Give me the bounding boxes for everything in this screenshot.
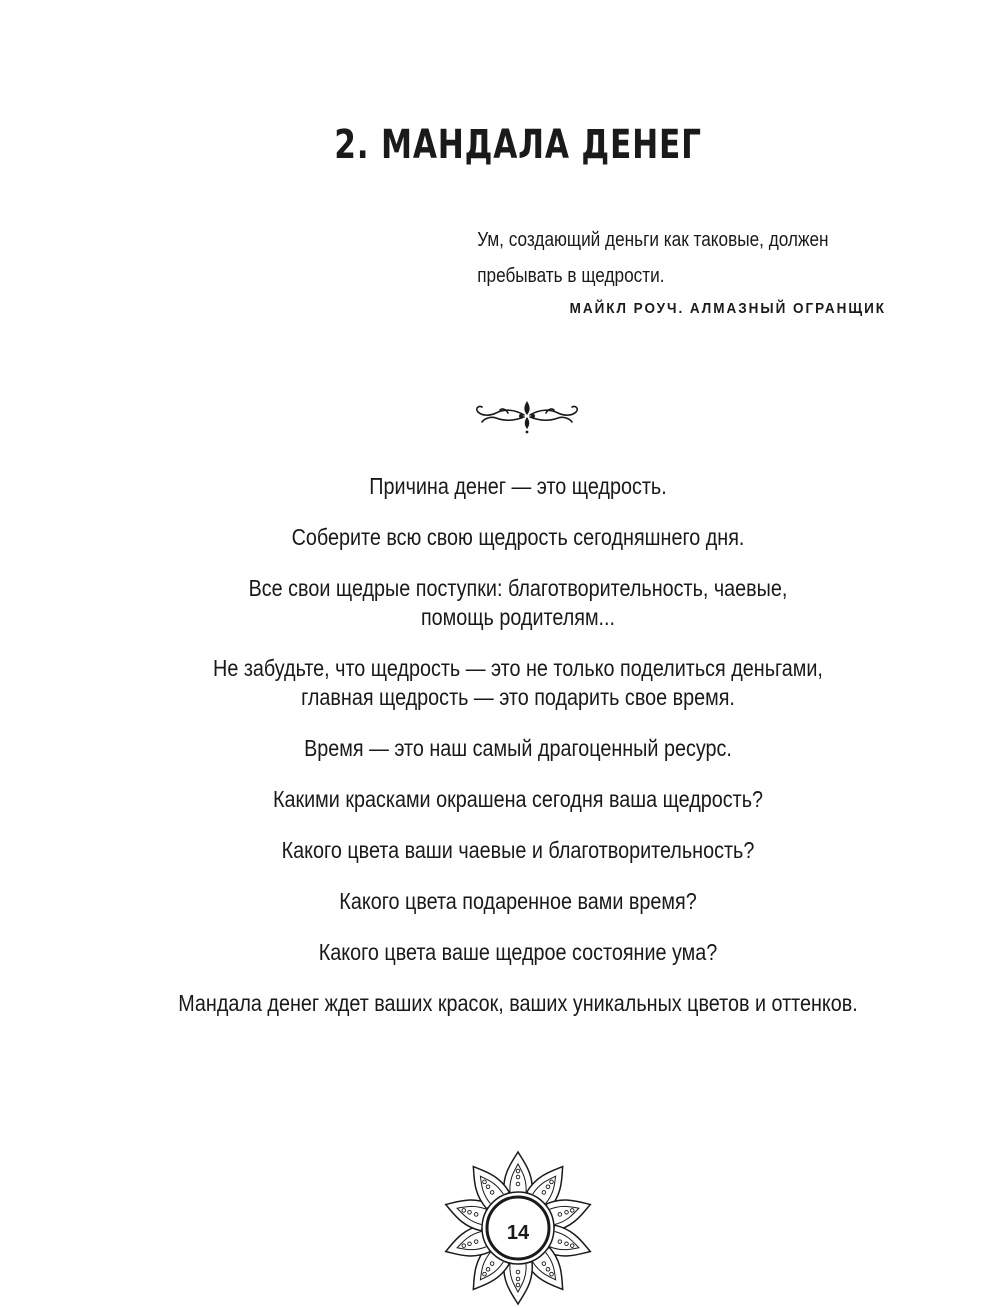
paragraph [73,472,964,501]
body-line: Какого цвета подаренное вами время? [339,888,697,914]
paragraph [73,523,964,552]
chapter-title: 2. МАНДАЛА ДЕНЕГ [334,122,702,168]
body-line: Время — это наш самый драгоценный ресурс. [304,735,732,761]
body-line: Соберите всю свою щедрость сегодняшнего дня. [291,524,745,550]
epigraph-line-1: Ум, создающий деньги как таковые, должен [477,229,829,251]
body-line: Не забудьте, что щедрость — это не только поделиться деньгами, [213,655,823,681]
paragraph [73,836,964,865]
chapter-body [73,472,964,1018]
body-line: помощь родителям... [420,604,616,630]
paragraph [73,574,964,632]
paragraph [73,734,964,763]
paragraph [73,887,964,916]
paragraph [73,938,964,967]
body-line: Какого цвета ваши чаевые и благотворительность? [281,837,755,863]
body-line: Мандала денег ждет ваших красок, ваших уникальных цветов и оттенков. [178,990,858,1016]
epigraph-line-2: пребывать в щедрости. [477,265,665,287]
page-number: 14 [506,1222,530,1244]
epigraph [426,222,886,317]
body-line: Какого цвета ваше щедрое состояние ума? [318,939,718,965]
epigraph-quote [474,222,890,294]
body-line: Какими красками окрашена сегодня ваша щедрость? [272,786,764,812]
paragraph [73,785,964,814]
paragraph [73,989,964,1018]
body-line: главная щедрость — это подарить свое время. [301,684,735,710]
paragraph [73,654,964,712]
ornament-divider-icon [468,395,586,435]
body-line: Причина денег — это щедрость. [369,473,667,499]
epigraph-author: МАЙКЛ РОУЧ. АЛМАЗНЫЙ ОГРАНЩИК [569,300,886,317]
body-line: Все свои щедрые поступки: благотворительность, чаевые, [248,575,788,601]
